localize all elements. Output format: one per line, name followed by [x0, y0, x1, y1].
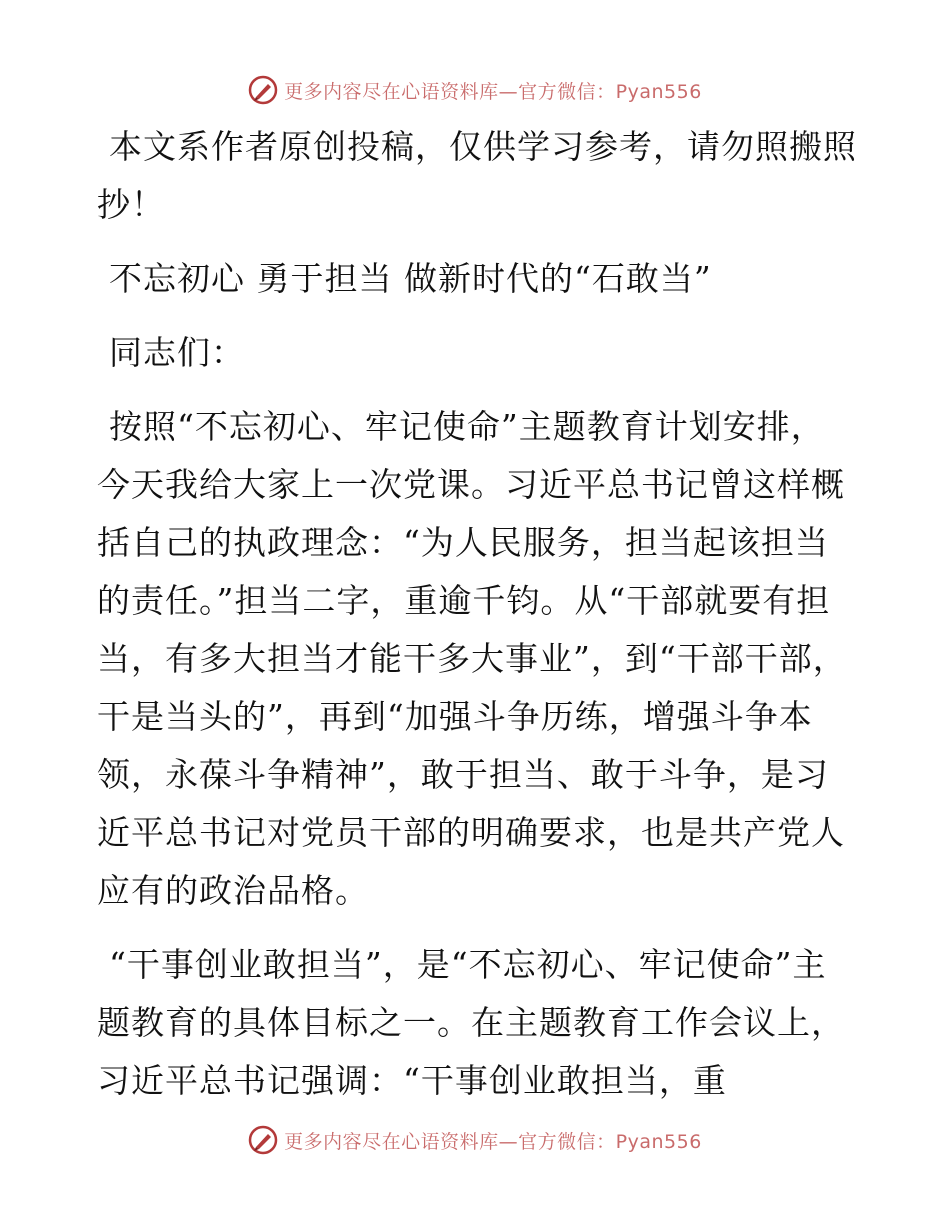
footer-banner-text: 更多内容尽在心语资料库—官方微信：Pyan556 — [284, 1130, 702, 1153]
document-title: 不忘初心 勇于担当 做新时代的“石敢当” — [109, 259, 712, 298]
footer-banner — [0, 1120, 950, 1160]
copyright-notice: 本文系作者原创投稿，仅供学习参考，请勿照搬照抄！ — [97, 127, 857, 224]
body-paragraph-2: “干事创业敢担当”，是“不忘初心、牢记使命”主题教育的具体目标之一。在主题教育工作会议上，习近平总书记强调：“干事创业敢担当，重 — [97, 945, 845, 1100]
salutation: 同志们： — [109, 333, 245, 372]
pen-circle-logo-icon — [248, 75, 278, 105]
body-paragraph-1: 按照“不忘初心、牢记使命”主题教育计划安排，今天我给大家上一次党课。习近平总书记曾这样概括自己的执政理念：“为人民服务，担当起该担当的责任。”担当二字，重逾千钧。从“干部就要有担当，有多大担当才能干多大事业”，到“干部干部，干是当头的”，再到“加强斗争历练，增强斗争本领，永葆斗争精神”，敢于担当、敢于斗争，是习近平总书记对党员干部的明确要求，也是共产党人应有的政治品格。 — [97, 407, 847, 910]
pen-circle-logo-icon — [248, 1125, 278, 1155]
header-banner-text: 更多内容尽在心语资料库—官方微信：Pyan556 — [284, 80, 702, 103]
header-banner — [0, 70, 950, 110]
document-body — [97, 118, 857, 1126]
